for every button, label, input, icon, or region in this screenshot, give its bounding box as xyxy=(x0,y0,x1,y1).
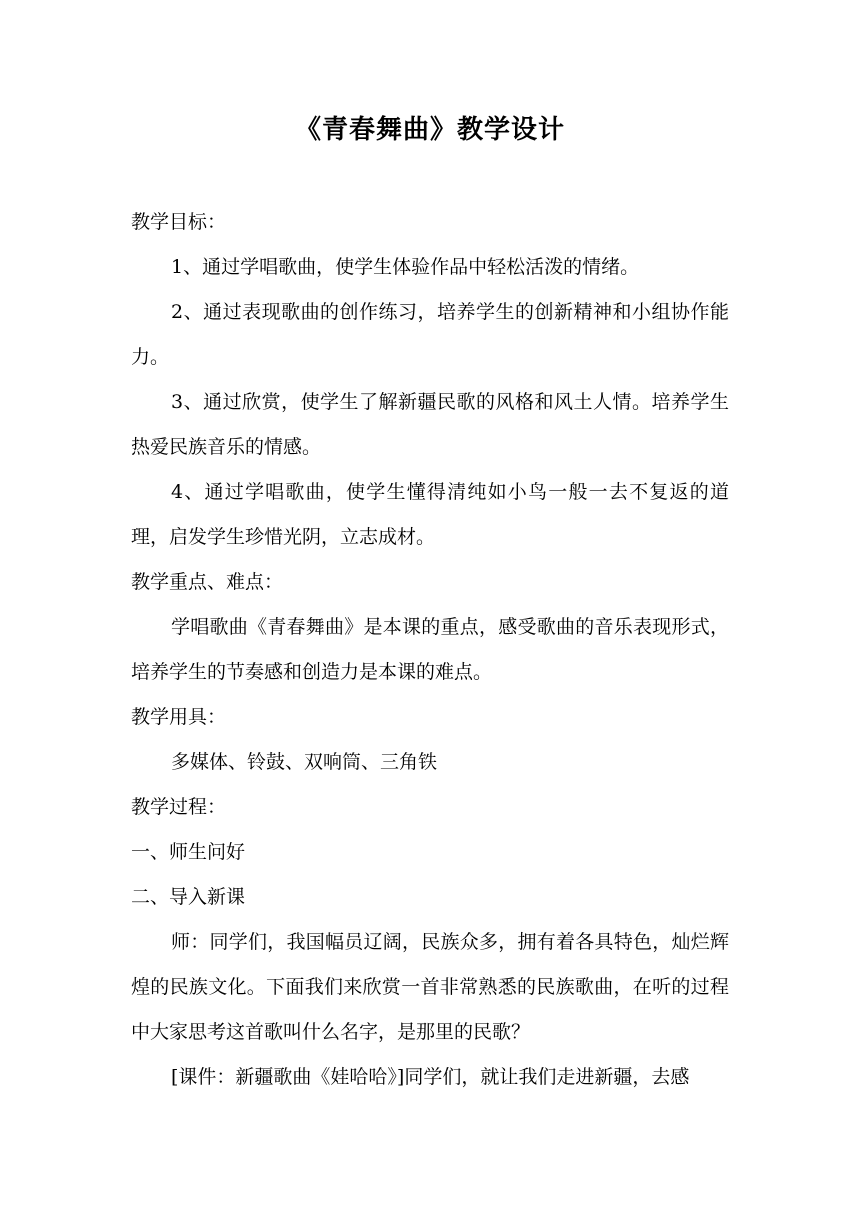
goal-item-4: 4、通过学唱歌曲，使学生懂得清纯如小鸟一般一去不复返的道理，启发学生珍惜光阴，立志成材。 xyxy=(131,481,729,548)
heading-teaching-tools: 教学用具： xyxy=(131,706,227,728)
process-step-2: 二、导入新课 xyxy=(131,886,246,908)
teacher-intro-text: 师：同学们，我国幅员辽阔，民族众多，拥有着各具特色，灿烂辉煌的民族文化。下面我们来欣赏一首非常熟悉的民族歌曲，在听的过程中大家思考这首歌叫什么名字，是那里的民歌？ xyxy=(131,931,729,1043)
teaching-tools-text: 多媒体、铃鼓、双响筒、三角铁 xyxy=(171,751,438,773)
goal-item-3: 3、通过欣赏，使学生了解新疆民歌的风格和风土人情。培养学生热爱民族音乐的情感。 xyxy=(131,391,729,458)
document-title: 《青春舞曲》教学设计 xyxy=(294,115,565,145)
key-points-text: 学唱歌曲《青春舞曲》是本课的重点，感受歌曲的音乐表现形式，培养学生的节奏感和创造力是本课的难点。 xyxy=(131,616,729,683)
document-body xyxy=(131,200,729,1100)
heading-teaching-process: 教学过程： xyxy=(131,796,227,818)
heading-teaching-goals: 教学目标： xyxy=(131,211,227,233)
process-step-1: 一、师生问好 xyxy=(131,841,246,863)
heading-key-points: 教学重点、难点： xyxy=(131,571,284,593)
goal-item-1: 1、通过学唱歌曲，使学生体验作品中轻松活泼的情绪。 xyxy=(171,256,640,278)
courseware-text: [课件：新疆歌曲《娃哈哈》]同学们，就让我们走进新疆，去感 xyxy=(171,1066,690,1088)
goal-item-2: 2、通过表现歌曲的创作练习，培养学生的创新精神和小组协作能力。 xyxy=(131,301,729,368)
